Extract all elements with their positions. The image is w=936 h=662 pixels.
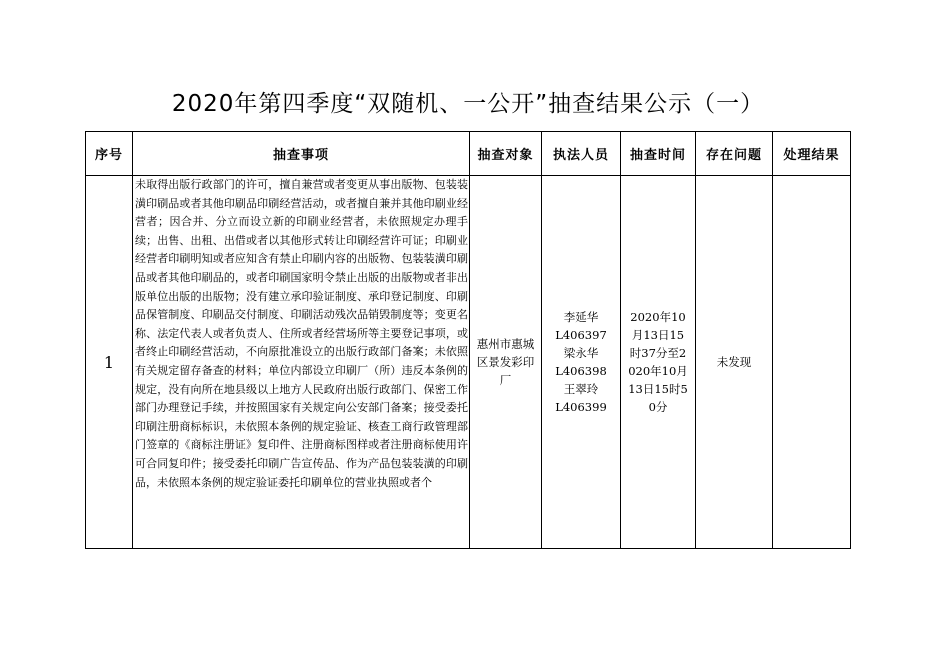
header-problem: 存在问题 (696, 132, 773, 176)
header-target: 抽查对象 (470, 132, 542, 176)
cell-inspectors (542, 176, 621, 549)
cell-result (773, 176, 851, 549)
inspector-id: L406399 (555, 400, 607, 414)
inspector-id: L406398 (555, 364, 607, 378)
inspector-name: 李延华 (563, 310, 599, 324)
inspector-name: 王翠玲 (563, 382, 599, 396)
inspection-result-table (85, 131, 851, 549)
cell-matter (133, 176, 470, 549)
header-inspectors: 执法人员 (542, 132, 621, 176)
table-row (86, 176, 851, 549)
cell-time: 2020年10月13日15时37分至2020年10月13日15时50分 (621, 176, 696, 549)
cell-target: 惠州市惠城区景发彩印厂 (470, 176, 542, 549)
table-header-row (86, 132, 851, 176)
cell-seq: 1 (86, 176, 133, 549)
cell-problem: 未发现 (696, 176, 773, 549)
header-time: 抽查时间 (621, 132, 696, 176)
header-result: 处理结果 (773, 132, 851, 176)
document-title: 2020年第四季度“双随机、一公开”抽查结果公示（一） (171, 91, 765, 117)
inspector-id: L406397 (555, 328, 607, 342)
inspector-name: 梁永华 (563, 346, 599, 360)
matter-text: 未取得出版行政部门的许可，擅自兼营或者变更从事出版物、包装装潢印刷品或者其他印刷品印刷经营活动，或者擅自兼并其他印刷业经营者；因合并、分立而设立新的印刷业经营者，未依照规定办理手续；出售、出租、出借或者以其他形式转让印刷经营许可证；印刷业经营者印刷明知或者应知含有禁止印刷内容的出版物、包装装潢印刷品或者其他印刷品的，或者印刷国家明令禁止出版的出版物或者非出版单位出版的出版物；没有建立承印验证制度、承印登记制度、印刷品保管制度、印刷品交付制度、印刷活动残次品销毁制度等；变更名称、法定代表人或者负责人、住所或者经营场所等主要登记事项，或者终止印刷经营活动，不向原批准设立的出版行政部门备案；未依照有关规定留存备查的材料；单位内部设立印刷厂（所）违反本条例的规定，没有向所在地县级以上地方人民政府出版行政部门、保密工作部门办理登记手续，并按照国家有关规定向公安部门备案；接受委托印刷注册商标标识，未依照本条例的规定验证、核查工商行政管理部门签章的《商标注册证》复印件、注册商标图样或者注册商标使用许可合同复印件；接受委托印刷广告宣传品、作为产品包装装潢的印刷品，未依照本条例的规定验证委托印刷单位的营业执照或者个 (135, 178, 468, 489)
header-seq: 序号 (86, 132, 133, 176)
header-matter: 抽查事项 (133, 132, 470, 176)
